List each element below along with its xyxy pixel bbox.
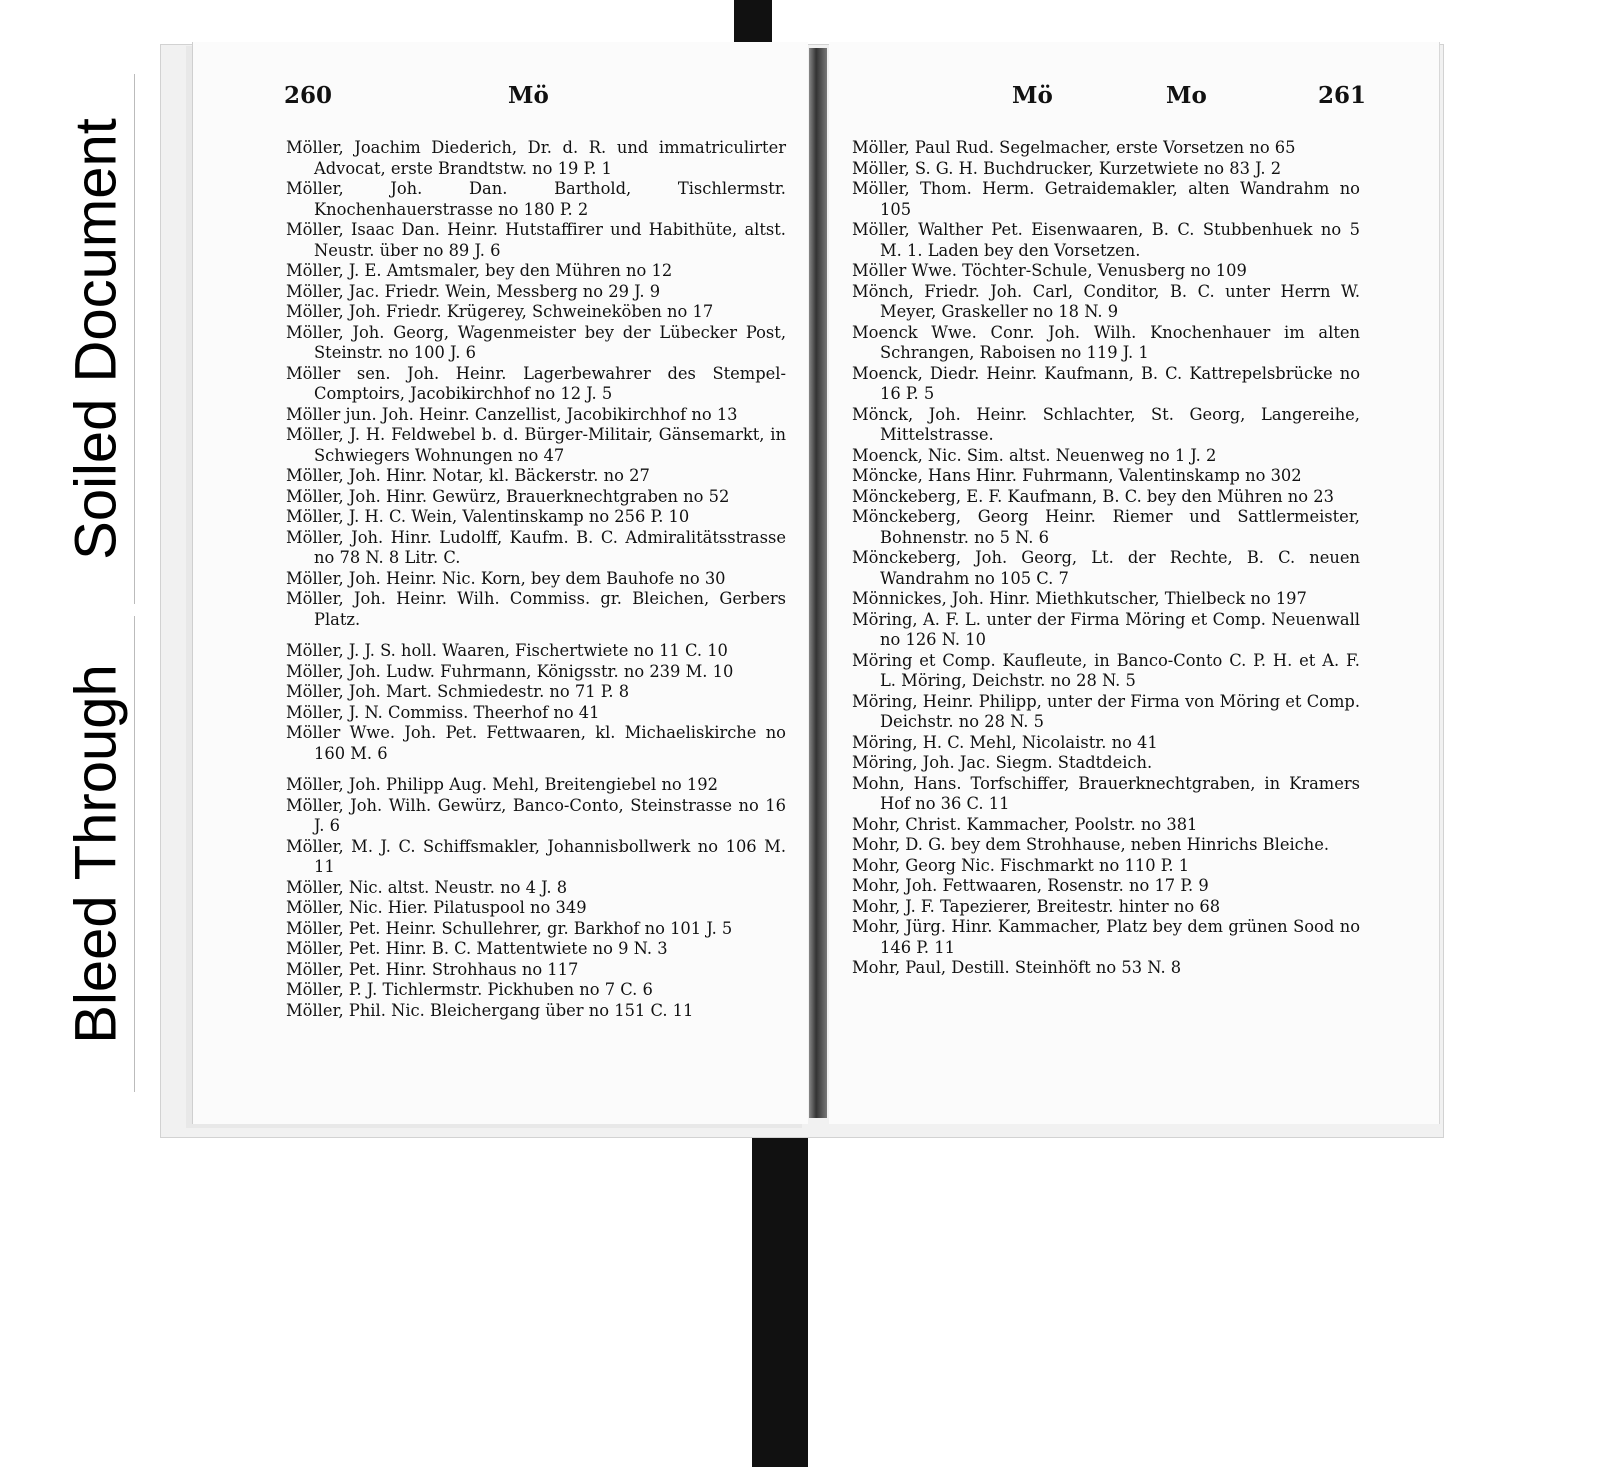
directory-entry: Möller, Joh. Friedr. Krügerey, Schweineköben no 17: [286, 302, 714, 321]
directory-entry: Möller, S. G. H. Buchdrucker, Kurzetwiete no 83 J. 2: [852, 158, 1282, 178]
directory-entry: Mönckeberg, Joh. Georg, Lt. der Rechte, B. C. neuen Wandrahm no 105 C. 7: [852, 548, 1360, 588]
side-label-soiled-document-text: Soiled Document: [63, 118, 129, 560]
right-page-number: 261: [1318, 82, 1367, 109]
directory-entry: Mohr, Jürg. Hinr. Kammacher, Platz bey dem grünen Sood no 146 P. 11: [852, 917, 1360, 957]
directory-entry: Möller, Paul Rud. Segelmacher, erste Vorsetzen no 65: [852, 138, 1296, 157]
directory-entry: Möller, Pet. Hinr. B. C. Mattentwiete no 9 N. 3: [286, 939, 668, 958]
directory-entry: Möller, Joh. Hinr. Gewürz, Brauerknechtgraben no 52: [286, 486, 730, 506]
directory-entry: Möller, M. J. C. Schiffsmakler, Johannisbollwerk no 106 M. 11: [286, 836, 786, 876]
directory-entry: Möller Wwe. Joh. Pet. Fettwaaren, kl. Michaeliskirche no 160 M. 6: [286, 723, 786, 763]
directory-entry: Möller, J. N. Commiss. Theerhof no 41: [286, 702, 600, 722]
directory-entry: Möncke, Hans Hinr. Fuhrmann, Valentinskamp no 302: [852, 466, 1302, 485]
directory-entry: Mönck, Joh. Heinr. Schlachter, St. Georg, Langereihe, Mittelstrasse.: [852, 404, 1360, 444]
side-label-bleed-through-text: Bleed Through: [63, 664, 129, 1044]
left-page-header: Mö: [508, 82, 549, 109]
directory-entry: Möller, Joh. Dan. Barthold, Tischlermstr. Knochenhauerstrasse no 180 P. 2: [286, 179, 786, 219]
directory-entry: Möller, Joh. Ludw. Fuhrmann, Königsstr. no 239 M. 10: [286, 661, 734, 681]
directory-entry: Mönnickes, Joh. Hinr. Miethkutscher, Thielbeck no 197: [852, 589, 1307, 608]
directory-entry: Möller, Joh. Heinr. Wilh. Commiss. gr. Bleichen, Gerbers Platz.: [286, 589, 786, 629]
directory-entry: Möller, Thom. Herm. Getraidemakler, alten Wandrahm no 105: [852, 179, 1360, 219]
directory-entry: Mohr, J. F. Tapezierer, Breitestr. hinter no 68: [852, 896, 1221, 916]
scan-bar-bottom: [752, 1122, 808, 1467]
book-gutter: [809, 48, 827, 1118]
directory-entry: Möller, Joh. Heinr. Nic. Korn, bey dem Bauhofe no 30: [286, 568, 726, 588]
directory-entry: Möller, Joh. Hinr. Ludolff, Kaufm. B. C. Admiralitätsstrasse no 78 N. 8 Litr. C.: [286, 527, 786, 567]
directory-entry: Möller, J. H. C. Wein, Valentinskamp no 256 P. 10: [286, 507, 690, 526]
directory-entry: Möller, Joachim Diederich, Dr. d. R. und immatriculirter Advocat, erste Brandtstw. no 19 P. 1: [286, 138, 786, 178]
directory-entry: Mohr, Christ. Kammacher, Poolstr. no 381: [852, 814, 1198, 834]
left-page-entries: [286, 138, 786, 1021]
directory-entry: Mohn, Hans. Torfschiffer, Brauerknechtgraben, in Kramers Hof no 36 C. 11: [852, 773, 1360, 813]
directory-entry: Möller, J. H. Feldwebel b. d. Bürger-Militair, Gänsemarkt, in Schwiegers Wohnungen no 47: [286, 425, 786, 465]
directory-entry: Möller, Isaac Dan. Heinr. Hutstaffirer und Habithüte, altst. Neustr. über no 89 J. 6: [286, 220, 786, 260]
directory-entry: Mohr, Paul, Destill. Steinhöft no 53 N. 8: [852, 958, 1182, 977]
right-page-header-left: Mö: [1012, 82, 1053, 109]
directory-entry: Moenck, Nic. Sim. altst. Neuenweg no 1 J. 2: [852, 445, 1217, 465]
directory-entry: Moenck, Diedr. Heinr. Kaufmann, B. C. Kattrepelsbrücke no 16 P. 5: [852, 363, 1360, 403]
directory-entry: Möller, Jac. Friedr. Wein, Messberg no 29 J. 9: [286, 281, 661, 301]
directory-entry: Möller, J. J. S. holl. Waaren, Fischertwiete no 11 C. 10: [286, 641, 728, 660]
directory-entry: Mohr, Georg Nic. Fischmarkt no 110 P. 1: [852, 855, 1190, 875]
left-page-number: 260: [284, 82, 333, 109]
directory-entry: Möller, Joh. Philipp Aug. Mehl, Breitengiebel no 192: [286, 775, 718, 794]
directory-entry: Möring, Joh. Jac. Siegm. Stadtdeich.: [852, 753, 1153, 772]
directory-entry: Möller, Pet. Hinr. Strohhaus no 117: [286, 959, 579, 979]
directory-entry: Möller, Nic. Hier. Pilatuspool no 349: [286, 898, 587, 917]
side-label-bleed-through: [58, 616, 135, 1092]
right-page-header-right: Mo: [1166, 82, 1207, 109]
directory-entry: Möring, Heinr. Philipp, unter der Firma von Möring et Comp. Deichstr. no 28 N. 5: [852, 691, 1360, 731]
directory-entry: Möller, Nic. altst. Neustr. no 4 J. 8: [286, 877, 568, 897]
side-label-soiled-document: [58, 74, 135, 604]
directory-entry: Möller, Joh. Wilh. Gewürz, Banco-Conto, Steinstrasse no 16 J. 6: [286, 795, 786, 835]
directory-entry: Möller Wwe. Töchter-Schule, Venusberg no 109: [852, 261, 1247, 280]
directory-entry: Möller, Joh. Hinr. Notar, kl. Bäckerstr. no 27: [286, 466, 650, 485]
directory-entry: Möring et Comp. Kaufleute, in Banco-Conto C. P. H. et A. F. L. Möring, Deichstr. no 28 N. 5: [852, 650, 1360, 690]
directory-entry: Mönckeberg, Georg Heinr. Riemer und Sattlermeister, Bohnenstr. no 5 N. 6: [852, 507, 1360, 547]
directory-entry: Mönckeberg, E. F. Kaufmann, B. C. bey den Mühren no 23: [852, 486, 1334, 506]
directory-entry: Möller, Walther Pet. Eisenwaaren, B. C. Stubbenhuek no 5 M. 1. Laden bey den Vorsetzen.: [852, 220, 1360, 260]
right-page-entries: [852, 138, 1360, 979]
directory-entry: Möller, Pet. Heinr. Schullehrer, gr. Barkhof no 101 J. 5: [286, 918, 733, 938]
directory-entry: Möring, A. F. L. unter der Firma Möring et Comp. Neuenwall no 126 N. 10: [852, 609, 1360, 649]
directory-entry: Möller, P. J. Tichlermstr. Pickhuben no 7 C. 6: [286, 980, 653, 999]
directory-entry: Mohr, Joh. Fettwaaren, Rosenstr. no 17 P. 9: [852, 876, 1209, 895]
directory-entry: Mohr, D. G. bey dem Strohhause, neben Hinrichs Bleiche.: [852, 835, 1330, 854]
directory-entry: Möller, Phil. Nic. Bleichergang über no 151 C. 11: [286, 1000, 694, 1020]
directory-entry: Möller, Joh. Georg, Wagenmeister bey der Lübecker Post, Steinstr. no 100 J. 6: [286, 322, 786, 362]
directory-entry: Möller jun. Joh. Heinr. Canzellist, Jacobikirchhof no 13: [286, 404, 738, 424]
directory-entry: Möring, H. C. Mehl, Nicolaistr. no 41: [852, 732, 1158, 752]
directory-entry: Moenck Wwe. Conr. Joh. Wilh. Knochenhauer im alten Schrangen, Raboisen no 119 J. 1: [852, 322, 1360, 362]
directory-entry: Möller, J. E. Amtsmaler, bey den Mühren no 12: [286, 261, 673, 280]
directory-entry: Mönch, Friedr. Joh. Carl, Conditor, B. C. unter Herrn W. Meyer, Graskeller no 18 N. 9: [852, 281, 1360, 321]
directory-entry: Möller sen. Joh. Heinr. Lagerbewahrer des Stempel-Comptoirs, Jacobikirchhof no 12 J. 5: [286, 363, 786, 403]
directory-entry: Möller, Joh. Mart. Schmiedestr. no 71 P. 8: [286, 682, 630, 701]
scan-bar-top: [734, 0, 772, 44]
